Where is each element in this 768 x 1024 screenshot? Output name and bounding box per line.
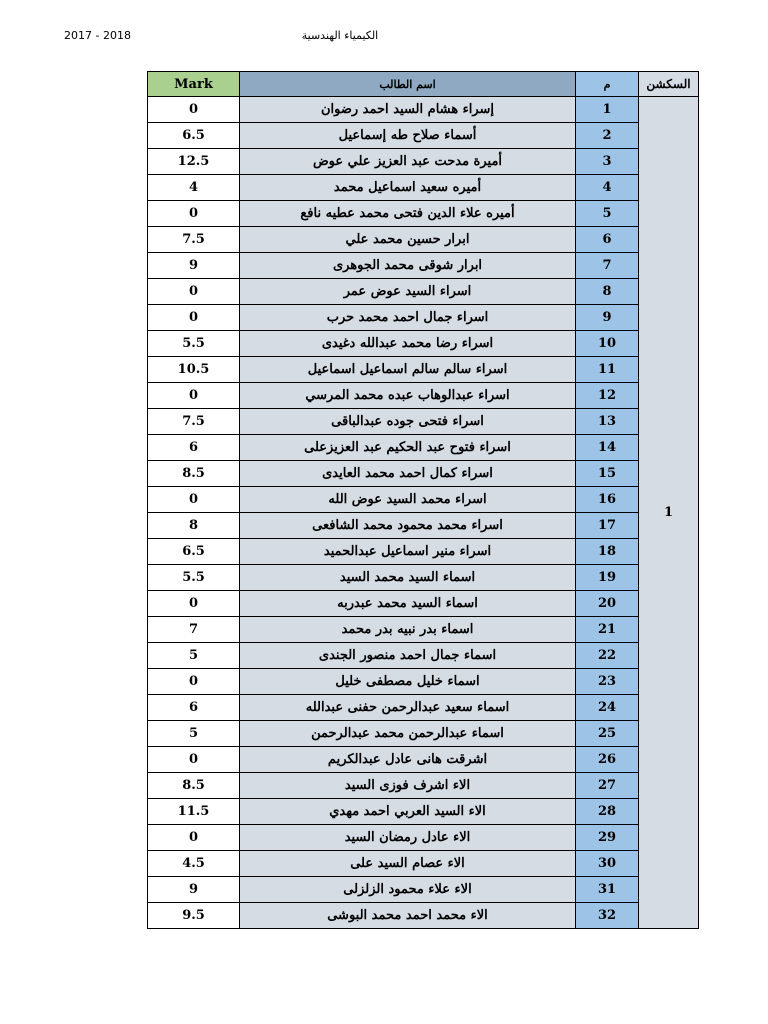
row-number-cell: 22 xyxy=(576,643,639,669)
table-row xyxy=(148,123,699,149)
row-number-cell: 10 xyxy=(576,331,639,357)
mark-cell: 0 xyxy=(148,201,240,227)
student-name-cell: اسراء رضا محمد عبدالله دغيدى xyxy=(240,331,576,357)
mark-cell: 0 xyxy=(148,305,240,331)
academic-year: 2017 - 2018 xyxy=(64,29,131,42)
table-row xyxy=(148,279,699,305)
mark-cell: 0 xyxy=(148,669,240,695)
student-name-cell: اسماء السيد محمد السيد xyxy=(240,565,576,591)
mark-column-header: Mark xyxy=(148,72,240,97)
table-row xyxy=(148,383,699,409)
student-name-cell: اسراء كمال احمد محمد العايدى xyxy=(240,461,576,487)
row-number-cell: 24 xyxy=(576,695,639,721)
table-row xyxy=(148,513,699,539)
row-number-cell: 15 xyxy=(576,461,639,487)
student-name-cell: الاء علاء محمود الزلزلى xyxy=(240,877,576,903)
mark-cell: 8 xyxy=(148,513,240,539)
table-row xyxy=(148,461,699,487)
mark-cell: 7.5 xyxy=(148,409,240,435)
student-name-cell: الاء عادل رمضان السيد xyxy=(240,825,576,851)
student-name-cell: اسماء جمال احمد منصور الجندى xyxy=(240,643,576,669)
mark-cell: 9.5 xyxy=(148,903,240,929)
student-name-cell: اسراء سالم سالم اسماعيل اسماعيل xyxy=(240,357,576,383)
student-name-cell: الاء محمد احمد محمد البوشى xyxy=(240,903,576,929)
student-name-cell: أميره علاء الدين فتحى محمد عطيه نافع xyxy=(240,201,576,227)
mark-cell: 4 xyxy=(148,175,240,201)
table-row xyxy=(148,799,699,825)
mark-cell: 12.5 xyxy=(148,149,240,175)
mark-cell: 9 xyxy=(148,253,240,279)
student-name-cell: اسماء خليل مصطفى خليل xyxy=(240,669,576,695)
student-name-cell: أميرة مدحت عبد العزيز علي عوض xyxy=(240,149,576,175)
row-number-cell: 19 xyxy=(576,565,639,591)
table-row xyxy=(148,877,699,903)
table-row xyxy=(148,617,699,643)
table-row xyxy=(148,227,699,253)
student-name-cell: اسراء محمد السيد عوض الله xyxy=(240,487,576,513)
table-row xyxy=(148,773,699,799)
student-name-cell: الاء اشرف فوزى السيد xyxy=(240,773,576,799)
row-number-cell: 12 xyxy=(576,383,639,409)
number-column-header: م xyxy=(576,72,639,97)
mark-cell: 0 xyxy=(148,97,240,123)
row-number-cell: 11 xyxy=(576,357,639,383)
name-column-header: اسم الطالب xyxy=(240,72,576,97)
student-name-cell: أسماء صلاح طه إسماعيل xyxy=(240,123,576,149)
mark-cell: 11.5 xyxy=(148,799,240,825)
table-row xyxy=(148,253,699,279)
student-name-cell: ابرار شوقى محمد الجوهرى xyxy=(240,253,576,279)
row-number-cell: 20 xyxy=(576,591,639,617)
table-row xyxy=(148,201,699,227)
section-column-header: السكشن xyxy=(639,72,699,97)
table-row xyxy=(148,903,699,929)
section-cell: 1 xyxy=(639,97,699,929)
table-row xyxy=(148,331,699,357)
student-name-cell: إسراء هشام السيد احمد رضوان xyxy=(240,97,576,123)
table-row xyxy=(148,409,699,435)
row-number-cell: 6 xyxy=(576,227,639,253)
student-name-cell: الاء عصام السيد على xyxy=(240,851,576,877)
student-name-cell: ابرار حسين محمد علي xyxy=(240,227,576,253)
mark-cell: 7.5 xyxy=(148,227,240,253)
row-number-cell: 8 xyxy=(576,279,639,305)
student-name-cell: اسراء فتوح عبد الحكيم عبد العزيزعلى xyxy=(240,435,576,461)
row-number-cell: 23 xyxy=(576,669,639,695)
row-number-cell: 29 xyxy=(576,825,639,851)
row-number-cell: 28 xyxy=(576,799,639,825)
student-name-cell: اسراء السيد عوض عمر xyxy=(240,279,576,305)
table-row xyxy=(148,721,699,747)
mark-cell: 0 xyxy=(148,825,240,851)
student-name-cell: اسراء محمد محمود محمد الشافعى xyxy=(240,513,576,539)
table-row xyxy=(148,435,699,461)
mark-cell: 7 xyxy=(148,617,240,643)
mark-cell: 6.5 xyxy=(148,539,240,565)
table-row xyxy=(148,565,699,591)
table-row xyxy=(148,539,699,565)
row-number-cell: 32 xyxy=(576,903,639,929)
header-row xyxy=(148,72,699,97)
mark-cell: 0 xyxy=(148,591,240,617)
table-row xyxy=(148,305,699,331)
mark-cell: 5 xyxy=(148,643,240,669)
mark-cell: 6.5 xyxy=(148,123,240,149)
student-name-cell: اسراء جمال احمد محمد حرب xyxy=(240,305,576,331)
mark-cell: 5 xyxy=(148,721,240,747)
row-number-cell: 5 xyxy=(576,201,639,227)
mark-cell: 5.5 xyxy=(148,565,240,591)
mark-cell: 6 xyxy=(148,695,240,721)
table-row xyxy=(148,669,699,695)
table-row xyxy=(148,591,699,617)
table-row xyxy=(148,643,699,669)
student-name-cell: أميره سعيد اسماعيل محمد xyxy=(240,175,576,201)
student-name-cell: اسراء عبدالوهاب عبده محمد المرسي xyxy=(240,383,576,409)
row-number-cell: 30 xyxy=(576,851,639,877)
table-row xyxy=(148,357,699,383)
mark-cell: 0 xyxy=(148,383,240,409)
student-name-cell: اشرقت هانى عادل عبدالكريم xyxy=(240,747,576,773)
row-number-cell: 18 xyxy=(576,539,639,565)
row-number-cell: 21 xyxy=(576,617,639,643)
grades-table-body xyxy=(148,72,699,929)
row-number-cell: 3 xyxy=(576,149,639,175)
row-number-cell: 2 xyxy=(576,123,639,149)
row-number-cell: 14 xyxy=(576,435,639,461)
table-row xyxy=(148,175,699,201)
mark-cell: 0 xyxy=(148,279,240,305)
student-name-cell: اسماء عبدالرحمن محمد عبدالرحمن xyxy=(240,721,576,747)
row-number-cell: 13 xyxy=(576,409,639,435)
table-row xyxy=(148,825,699,851)
mark-cell: 0 xyxy=(148,747,240,773)
table-row xyxy=(148,97,699,123)
student-name-cell: اسماء سعيد عبدالرحمن حفنى عبدالله xyxy=(240,695,576,721)
row-number-cell: 17 xyxy=(576,513,639,539)
row-number-cell: 26 xyxy=(576,747,639,773)
table-row xyxy=(148,695,699,721)
row-number-cell: 7 xyxy=(576,253,639,279)
row-number-cell: 9 xyxy=(576,305,639,331)
row-number-cell: 16 xyxy=(576,487,639,513)
row-number-cell: 25 xyxy=(576,721,639,747)
mark-cell: 8.5 xyxy=(148,461,240,487)
mark-cell: 9 xyxy=(148,877,240,903)
table-row xyxy=(148,747,699,773)
table-row xyxy=(148,149,699,175)
student-name-cell: اسراء فتحى جوده عبدالباقى xyxy=(240,409,576,435)
row-number-cell: 27 xyxy=(576,773,639,799)
student-name-cell: الاء السيد العربي احمد مهدي xyxy=(240,799,576,825)
mark-cell: 0 xyxy=(148,487,240,513)
mark-cell: 5.5 xyxy=(148,331,240,357)
student-name-cell: اسراء منير اسماعيل عبدالحميد xyxy=(240,539,576,565)
mark-cell: 8.5 xyxy=(148,773,240,799)
course-title: الكيمياء الهندسية xyxy=(301,29,379,42)
row-number-cell: 4 xyxy=(576,175,639,201)
row-number-cell: 31 xyxy=(576,877,639,903)
table-row xyxy=(148,851,699,877)
mark-cell: 4.5 xyxy=(148,851,240,877)
student-name-cell: اسماء السيد محمد عبدربه xyxy=(240,591,576,617)
student-name-cell: اسماء بدر نبيه بدر محمد xyxy=(240,617,576,643)
row-number-cell: 1 xyxy=(576,97,639,123)
table-row xyxy=(148,487,699,513)
mark-cell: 10.5 xyxy=(148,357,240,383)
mark-cell: 6 xyxy=(148,435,240,461)
grades-table xyxy=(147,71,699,929)
